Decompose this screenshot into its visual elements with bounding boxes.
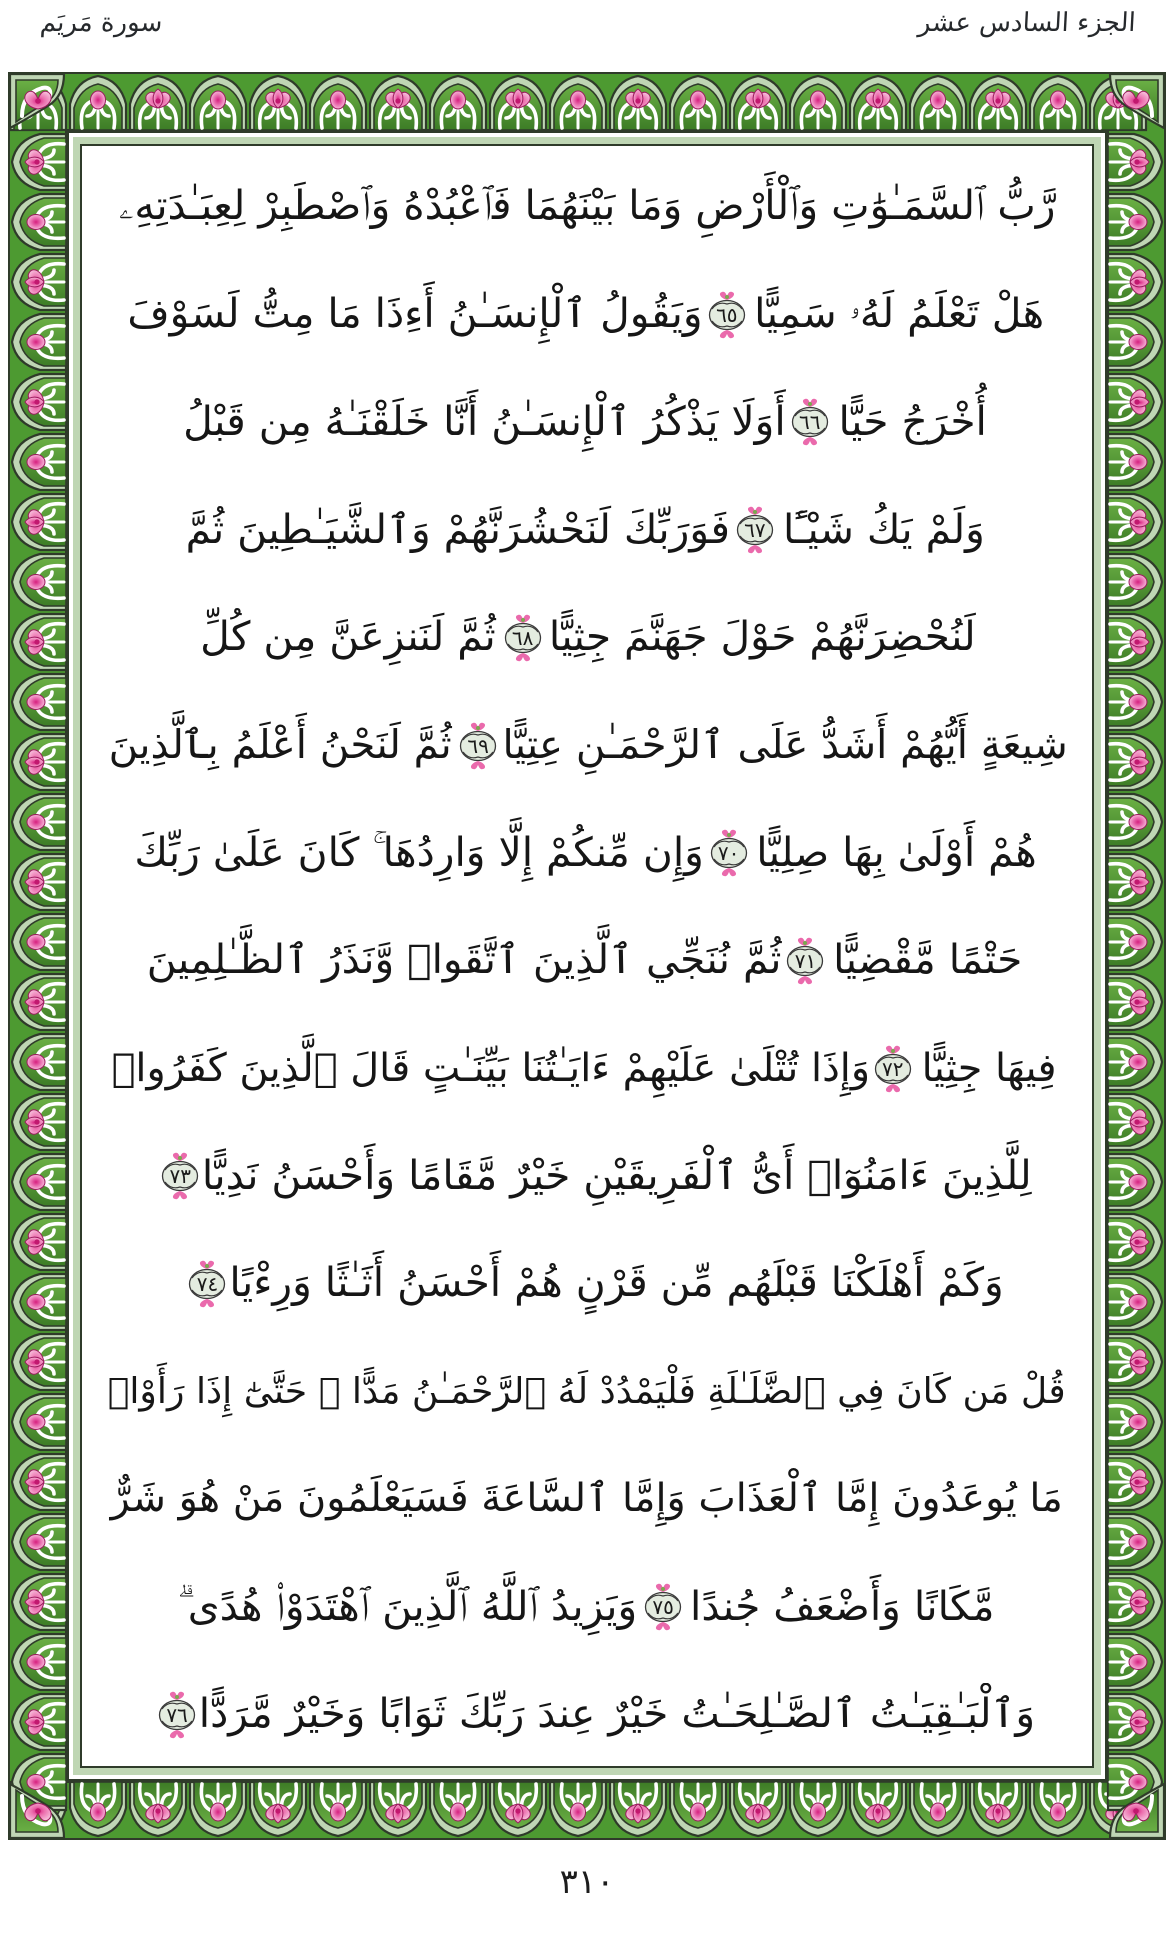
ayah-number-marker	[787, 396, 833, 448]
quran-line	[107, 482, 1067, 578]
quran-line-text-before: هَلْ تَعْلَمُ لَهُۥ سَمِيًّا	[753, 291, 1044, 338]
quran-line	[107, 590, 1067, 686]
quran-line-text-before: فِيهَا جِثِيًّا	[921, 1045, 1057, 1091]
quran-line	[107, 1451, 1067, 1547]
ornamental-frame	[8, 72, 1166, 1840]
quran-line-text-before: وَكَمْ أَهْلَكْنَا قَبْلَهُم مِّن قَرْنٍ هُمْ أَحْسَنُ أَثَـٰثًا وَرِءْيًا	[229, 1260, 1005, 1307]
quran-line-text-before: هُمْ أَوْلَىٰ بِهَا صِلِيًّا	[755, 829, 1037, 876]
ayah-number: ٦٦	[798, 410, 821, 435]
ayah-number-marker	[870, 1043, 916, 1095]
quran-line-text-after: ثُمَّ لَنَحْنُ أَعْلَمُ بِٱلَّذِينَ	[108, 722, 452, 769]
quran-line	[107, 1667, 1067, 1763]
ayah-number: ٦٥	[716, 302, 738, 327]
text-panel	[66, 130, 1108, 1782]
ayah-number-marker	[157, 1150, 203, 1202]
quran-line-text-after: وَإِن مِّنكُمْ إِلَّا وَارِدُهَا ۚ كَانَ عَلَىٰ رَبِّكَ	[134, 829, 705, 876]
ayah-number: ٧٦	[166, 1702, 188, 1727]
quran-line	[107, 1021, 1067, 1117]
quran-line-text: مَا يُوعَدُونَ إِمَّا ٱلْعَذَابَ وَإِمَّا ٱلسَّاعَةَ فَسَيَعْلَمُونَ مَنْ هُوَ شَرٌّ	[110, 1476, 1064, 1522]
quran-line-text-before: لِلَّذِينَ ءَامَنُوٓا۟ أَىُّ ٱلْفَرِيقَيْنِ خَيْرٌ مَّقَامًا وَأَحْسَنُ نَدِيًّا	[202, 1152, 1032, 1199]
quran-line-text-before: لَنُحْضِرَنَّهُمْ حَوْلَ جَهَنَّمَ جِثِيًّا	[548, 614, 976, 661]
quran-line-text-before: مَّكَانًا وَأَضْعَفُ جُندًا	[690, 1583, 995, 1630]
quran-line	[107, 805, 1067, 901]
quran-line	[107, 698, 1067, 794]
ayah-number-marker	[704, 289, 750, 341]
ayah-number-marker	[154, 1689, 200, 1741]
quran-line-text-after: فَوَرَبِّكَ لَنَحْشُرَنَّهُمْ وَٱلشَّيَـٰطِينَ ثُمَّ	[185, 506, 731, 553]
quran-line	[107, 1559, 1067, 1655]
ayah-number: ٧٤	[196, 1272, 219, 1297]
quran-line	[107, 159, 1067, 255]
quran-text-body	[103, 153, 1071, 1765]
ayah-number: ٧١	[794, 948, 817, 973]
quran-line-text-after: ثُمَّ لَنَنزِعَنَّ مِن كُلِّ	[199, 614, 496, 661]
page-number: ٣١٠	[559, 1862, 615, 1902]
quran-line-text-before: وَلَمْ يَكُ شَيْـًٔا	[782, 506, 985, 553]
ayah-number-marker	[184, 1258, 230, 1310]
ayah-number: ٦٧	[744, 518, 766, 543]
quran-line-text: قُلْ مَن كَانَ فِي ٱلضَّلَـٰلَةِ فَلْيَمْدُدْ لَهُ ٱلرَّحْمَـٰنُ مَدًّا ۚ حَتَّىٰٓ إِذَا رَأَوْا۟	[107, 1370, 1067, 1412]
quran-line-text-before: حَتْمًا مَّقْضِيًّا	[833, 937, 1023, 984]
surah-label: سورة مَريَم	[39, 8, 164, 38]
ayah-number: ٦٩	[467, 733, 489, 758]
ayah-number: ٦٨	[511, 625, 534, 650]
quran-line-text-after: وَيَزِيدُ ٱللَّهُ ٱلَّذِينَ ٱهْتَدَوْا۟ هُدًى ۗ	[177, 1583, 638, 1630]
quran-line-text-after: وَإِذَا تُتْلَىٰ عَلَيْهِمْ ءَايَـٰتُنَا بَيِّنَـٰتٍ قَالَ ٱلَّذِينَ كَفَرُوا۟	[111, 1045, 871, 1091]
quran-line-text-before: شِيعَةٍ أَيُّهُمْ أَشَدُّ عَلَى ٱلرَّحْمَـٰنِ عِتِيًّا	[502, 722, 1068, 769]
ayah-number-marker	[500, 612, 546, 664]
ayah-number-marker	[782, 935, 828, 987]
quran-line	[107, 913, 1067, 1009]
quran-line-text-after: وَيَقُولُ ٱلْإِنسَـٰنُ أَءِذَا مَا مِتُّ لَسَوْفَ	[127, 291, 703, 338]
ayah-number: ٧٣	[169, 1164, 191, 1189]
quran-line	[107, 1344, 1067, 1440]
ayah-number-marker	[706, 827, 752, 879]
ayah-number: ٧٠	[717, 841, 740, 866]
ayah-number-marker	[732, 504, 778, 556]
quran-line-text: رَّبُّ ٱلسَّمَـٰوَ‌ٰتِ وَٱلْأَرْضِ وَمَا بَيْنَهُمَا فَٱعْبُدْهُ وَٱصْطَبِرْ لِعِبَـٰدَتِهِۦ	[118, 183, 1056, 230]
quran-line	[107, 1236, 1067, 1332]
ayah-number: ٧٢	[881, 1056, 904, 1081]
quran-line	[107, 267, 1067, 363]
quran-line	[107, 1128, 1067, 1224]
ayah-number: ٧٥	[652, 1595, 674, 1620]
page-header	[0, 0, 1174, 68]
quran-line	[107, 374, 1067, 470]
quran-line-text-before: أُخْرَجُ حَيًّا	[838, 398, 987, 445]
quran-line-text-after: أَوَلَا يَذْكُرُ ٱلْإِنسَـٰنُ أَنَّا خَلَقْنَـٰهُ مِن قَبْلُ	[182, 398, 786, 445]
ayah-number-marker	[640, 1581, 686, 1633]
quran-line-text-before: وَٱلْبَـٰقِيَـٰتُ ٱلصَّـٰلِحَـٰتُ خَيْرٌ عِندَ رَبِّكَ ثَوَابًا وَخَيْرٌ مَّرَدًّا	[198, 1691, 1036, 1738]
ayah-number-marker	[455, 720, 501, 772]
juz-label: الجزء السادس عشر	[917, 8, 1137, 38]
quran-line-text-after: ثُمَّ نُنَجِّي ٱلَّذِينَ ٱتَّقَوا۟ وَّنَذَرُ ٱلظَّـٰلِمِينَ	[146, 937, 782, 984]
